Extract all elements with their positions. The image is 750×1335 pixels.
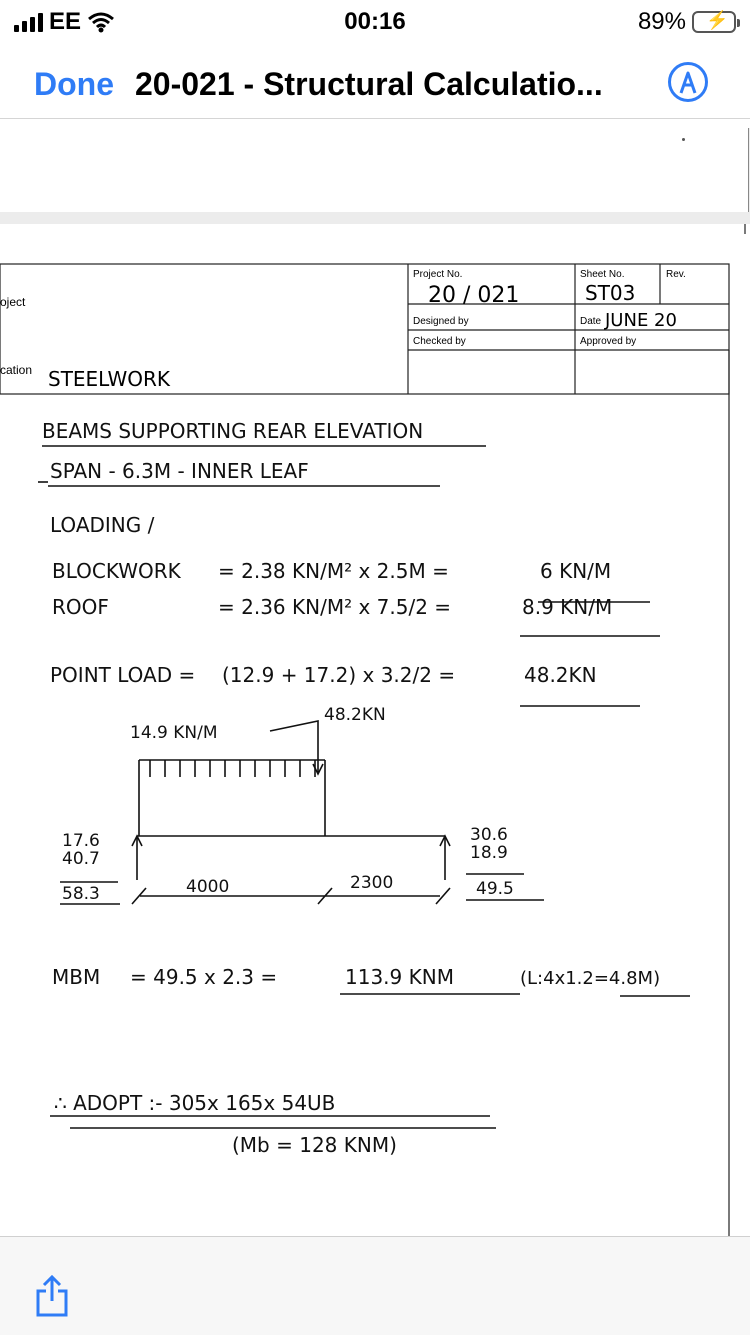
project-no-value: 20 / 021 <box>428 283 520 308</box>
battery-percent: 89% <box>637 8 686 35</box>
carrier-label: EE <box>49 8 82 35</box>
udl-label: 14.9 KN/M <box>130 723 218 743</box>
mbm-label: MBM <box>52 965 101 989</box>
point-arrow-label: 48.2KN <box>324 705 386 725</box>
rev-label: Rev. <box>666 269 686 280</box>
page-current <box>0 224 750 1236</box>
location-value: STEELWORK <box>48 367 171 391</box>
blockwork-result: 6 KN/M <box>540 559 612 583</box>
designed-by-label: Designed by <box>413 316 469 327</box>
adopt-section: ∴ ADOPT :- 305x 165x 54UB <box>54 1091 336 1115</box>
share-button[interactable] <box>34 1273 70 1322</box>
nav-bar <box>0 52 750 119</box>
page-previous <box>0 128 749 212</box>
dimension-b: 2300 <box>350 873 394 893</box>
status-time: 00:16 <box>344 8 406 35</box>
calc-span: SPAN - 6.3M - INNER LEAF <box>50 459 309 483</box>
calc-sheet <box>0 224 750 1236</box>
markup-button[interactable] <box>668 62 708 102</box>
right-reaction-1: 30.6 <box>470 825 508 845</box>
blockwork-label: BLOCKWORK <box>52 559 181 583</box>
mbm-equation: = 49.5 x 2.3 = <box>130 965 278 989</box>
right-reaction-total: 49.5 <box>476 879 514 899</box>
roof-label: ROOF <box>52 595 109 619</box>
right-reaction-2: 18.9 <box>470 843 508 863</box>
sheet-no-value: ST03 <box>585 281 636 305</box>
status-bar <box>0 0 750 40</box>
sheet-no-label: Sheet No. <box>580 269 625 280</box>
done-button[interactable]: Done <box>34 66 114 102</box>
point-load-equation: (12.9 + 17.2) x 3.2/2 = <box>222 663 456 687</box>
calc-heading: BEAMS SUPPORTING REAR ELEVATION <box>42 419 424 443</box>
point-load-result: 48.2KN <box>524 663 597 687</box>
blockwork-equation: = 2.38 KN/M² x 2.5M = <box>218 559 449 583</box>
approved-by-label: Approved by <box>580 336 637 347</box>
roof-equation: = 2.36 KN/M² x 7.5/2 = <box>218 595 452 619</box>
markup-pen-icon <box>671 65 705 99</box>
dimension-a: 4000 <box>186 877 230 897</box>
point-load-label: POINT LOAD = <box>50 663 196 687</box>
bottom-toolbar <box>0 1236 750 1335</box>
document-title: 20-021 - Structural Calculatio... <box>135 66 603 102</box>
document-viewer[interactable] <box>0 128 750 1236</box>
project-no-label: Project No. <box>413 269 463 280</box>
checked-by-label: Checked by <box>413 336 466 347</box>
date-value: JUNE 20 <box>605 310 677 331</box>
mbm-result: 113.9 KNM <box>345 965 454 989</box>
left-reaction-total: 58.3 <box>62 884 100 904</box>
location-label: cation <box>0 363 33 377</box>
date-label: Date <box>580 316 602 327</box>
battery-group <box>638 8 736 36</box>
calc-loading: LOADING / <box>50 513 155 537</box>
left-reaction-2: 40.7 <box>62 849 100 869</box>
roof-result: 8.9 KN/M <box>522 595 613 619</box>
project-label: oject <box>0 295 26 309</box>
mbm-note: (L:4x1.2=4.8M) <box>520 968 661 989</box>
left-reaction-1: 17.6 <box>62 831 100 851</box>
battery-icon: ⚡ <box>692 11 736 33</box>
share-icon <box>34 1273 70 1317</box>
moment-capacity: (Mb = 128 KNM) <box>232 1133 397 1157</box>
